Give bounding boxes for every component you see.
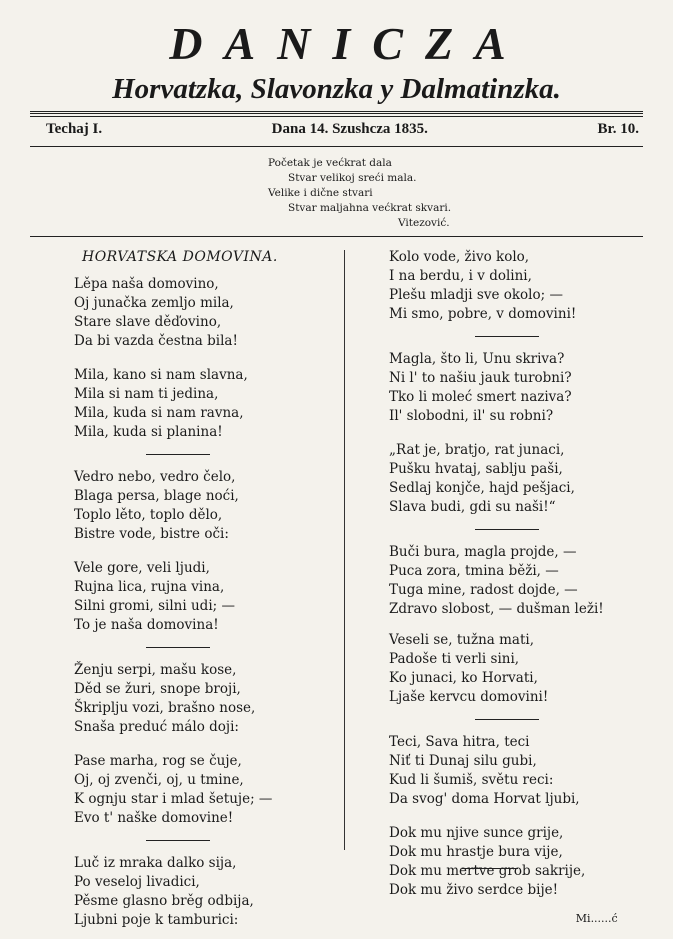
verse-line: Tko li moleć smert naziva? [389,389,572,405]
verse-line: Dok mu hrastje bura vije, [389,844,563,860]
verse-line: Vele gore, veli ljudi, [74,560,210,576]
masthead [0,18,673,106]
verse-line: Magla, što li, Unu skriva? [389,351,565,367]
section-separator [146,840,210,841]
verse-line: Děd se žuri, snope broji, [74,681,241,697]
section-separator [146,454,210,455]
section-separator [475,529,539,530]
verse-line: Vedro nebo, vedro čelo, [74,469,236,485]
issue-rule [30,146,643,147]
stanza [74,275,278,351]
verse-line: Teci, Sava hitra, teci [389,734,530,750]
stanza [74,366,278,442]
verse-line: Mila si nam ti jedina, [74,386,219,402]
stanza [74,468,278,544]
verse-line: Luč iz mraka dalko sija, [74,855,237,871]
stanza [389,441,604,517]
issue-volume: Techaj I. [46,121,103,137]
verse-line: Ženju serpi, mašu kose, [74,662,237,678]
epigraph-line: Stvar velikoj sreći mala. [288,172,417,184]
verse-line: Ni l' to našiu jauk turobni? [389,370,572,386]
verse-line: Zdravo slobost, — dušman leži! [389,601,604,617]
stanza [389,733,604,809]
header-double-rule [30,111,643,117]
issue-info [46,121,639,138]
section-separator [146,647,210,648]
verse-line: Padoše ti verli sini, [389,651,520,667]
epigraph-line: Stvar maljahna većkrat skvari. [288,202,452,214]
poem-signature: Mi......ć [575,912,618,925]
verse-line: „Rat je, bratjo, rat junaci, [389,442,565,458]
verse-line: Evo t' naške domovine! [74,810,234,826]
verse-line: Ljaše kervcu domovini! [389,689,549,705]
stanza [74,661,278,737]
issue-number: Br. 10. [597,121,639,137]
verse-line: Kud li šumiš, světu reci: [389,772,554,788]
verse-line: K ognju star i mlad šetuje; — [74,791,273,807]
verse-line: I na berdu, i v dolini, [389,268,532,284]
verse-line: Škriplju vozi, brašno nose, [74,700,256,716]
stanza [389,543,604,619]
verse-line: Mila, kuda si planina! [74,424,223,440]
stanza [389,824,604,900]
verse-line: Rujna lica, rujna vina, [74,579,225,595]
verse-line: Toplo lěto, toplo dělo, [74,507,223,523]
verse-line: Il' slobodni, il' su robni? [389,408,554,424]
verse-line: Lěpa naša domovino, [74,276,219,292]
verse-line: Pušku hvataj, sablju paši, [389,461,563,477]
section-separator [475,719,539,720]
epigraph-rule [30,236,643,237]
epigraph-line: Velike i dične stvari [268,187,373,199]
verse-line: Niť ti Dunaj silu gubi, [389,753,537,769]
verse-line: Po veseloj livadici, [74,874,200,890]
epigraph-author: Vitezović. [398,217,450,229]
poem-title: HORVATSKA DOMOVINA. [82,249,278,265]
verse-line: Sedlaj konjče, hajd pešjaci, [389,480,575,496]
verse-line: To je naša domovina! [74,617,219,633]
verse-line: Blaga persa, blage noći, [74,488,239,504]
stanza [389,350,604,426]
stanza [74,559,278,635]
poem-left-column [74,248,278,939]
verse-line: Da bi vazda čestna bila! [74,333,238,349]
verse-line: Mila, kuda si nam ravna, [74,405,244,421]
verse-line: Oj junačka zemljo mila, [74,295,234,311]
newspaper-subtitle: Horvatzka, Slavonzka y Dalmatinzka. [112,73,561,105]
newspaper-title: DANICZA [169,18,528,69]
verse-line: Dok mu njive sunce grije, [389,825,564,841]
verse-line: Slava budi, gdi su naši!“ [389,499,556,515]
verse-line: Bistre vode, bistre oči: [74,526,229,542]
stanza [74,752,278,828]
epigraph [0,156,673,231]
stanza [389,631,604,707]
verse-line: Ljubni poje k tamburici: [74,912,239,928]
verse-line: Snaša preduć málo doji: [74,719,239,735]
issue-date: Dana 14. Szushcza 1835. [271,121,428,137]
stanza [389,248,604,324]
verse-line: Dok mu živo serdce bije! [389,882,559,898]
verse-line: Tuga mine, radost dojde, — [389,582,578,598]
verse-line: Mi smo, pobre, v domovini! [389,306,577,322]
verse-line: Ko junaci, ko Horvati, [389,670,538,686]
verse-line: Plešu mladji sve okolo; — [389,287,563,303]
verse-line: Buči bura, magla projde, — [389,544,577,560]
column-divider [344,250,345,850]
verse-line: Da svog' doma Horvat ljubi, [389,791,580,807]
verse-line: Pěsme glasno brěg odbija, [74,893,254,909]
verse-line: Silni gromi, silni udi; — [74,598,235,614]
verse-line: Dok mu mertve grob sakrije, [389,863,586,879]
section-separator [475,336,539,337]
epigraph-line: Početak je većkrat dala [268,157,392,169]
verse-line: Mila, kano si nam slavna, [74,367,248,383]
closing-separator [462,868,518,869]
verse-line: Pase marha, rog se čuje, [74,753,242,769]
verse-line: Stare slave děďovino, [74,314,222,330]
verse-line: Oj, oj zvenči, oj, u tmine, [74,772,244,788]
verse-line: Veseli se, tužna mati, [389,632,534,648]
poem-right-column [389,248,618,928]
verse-line: Kolo vode, živo kolo, [389,249,530,265]
verse-line: Puca zora, tmina běži, — [389,563,559,579]
